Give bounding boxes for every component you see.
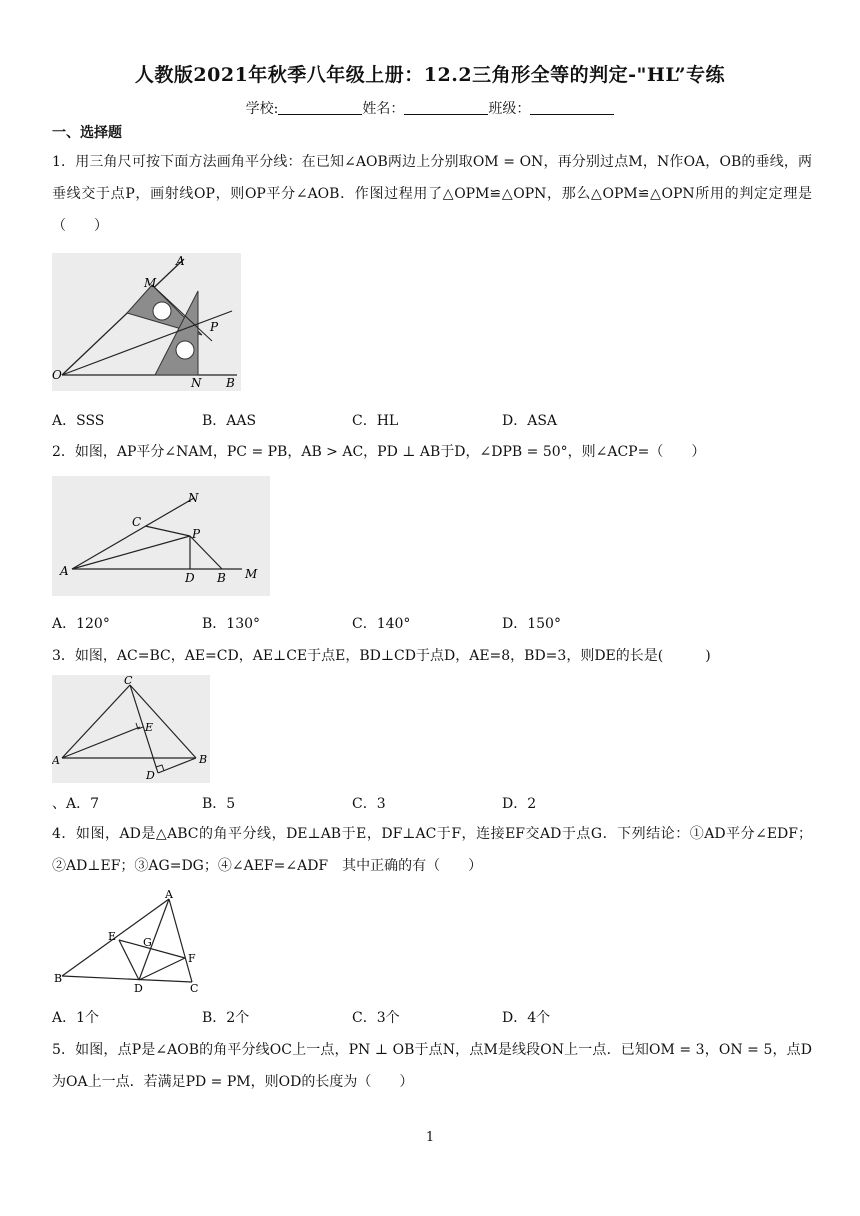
class-blank [530, 100, 614, 115]
q1-option-b: B．AAS [202, 413, 257, 429]
label-a: A [176, 254, 185, 268]
label-b: B [226, 376, 235, 390]
label-d: D [146, 769, 155, 782]
q3-option-a: 、A．7 [52, 796, 100, 812]
q3-option-d: D．2 [502, 796, 537, 812]
name-blank [404, 100, 488, 115]
side-bc [62, 976, 192, 982]
q2-option-c: C．140° [352, 616, 411, 632]
label-b: B [217, 571, 226, 585]
q2-option-b: B．130° [202, 616, 261, 632]
label-n: N [188, 491, 199, 505]
q3-option-c: C．3 [352, 796, 386, 812]
ray-op [62, 311, 232, 375]
label-c: C [132, 515, 142, 529]
question-4-text: 4．如图，AD是△ABC的角平分线，DE⊥AB于E，DF⊥AC于F，连接EF交AD于点G．下列结论：①AD平分∠EDF；②AD⊥EF；③AG=DG；④∠AEF=∠ADF 其中正确的有（ ） [52, 826, 812, 874]
q4-option-b: B．2个 [202, 1010, 250, 1026]
question-5-text: 5．如图，点P是∠AOB的角平分线OC上一点，PN ⊥ OB于点N，点M是线段ON上一点．已知OM = 3，ON = 5，点D为OA上一点．若满足PD = PM，则OD的长度为（ ） [52, 1042, 812, 1090]
side-ca [62, 685, 130, 758]
label-o: O [52, 368, 62, 382]
label-f: F [188, 952, 196, 965]
label-b: B [199, 753, 208, 766]
side-ac [169, 899, 192, 982]
set-square-hole-lower [176, 341, 194, 359]
ray-an [72, 498, 194, 569]
segment-de [119, 940, 139, 980]
label-c: C [124, 675, 133, 687]
label-a: A [165, 888, 173, 901]
question-1-text: 1．用三角尺可按下面方法画角平分线：在已知∠AOB两边上分别取OM = ON，再分别过点M，N作OA，OB的垂线，两垂线交于点P，画射线OP，则OP平分∠AOB．作图过程用了△OPM≌△OPN，那么△OPM≌△OPN所用的判定定理是（ ） [52, 154, 812, 234]
label-n: N [191, 376, 202, 390]
label-c: C [190, 982, 199, 995]
label-m: M [144, 276, 157, 290]
q4-option-d: D．4个 [502, 1010, 551, 1026]
label-g: G [143, 936, 152, 949]
q1-option-c: C．HL [352, 413, 399, 429]
segment-ae [62, 727, 140, 758]
label-p: P [192, 527, 201, 541]
question-1-figure [52, 253, 241, 391]
section-heading: 一、选择题 [52, 125, 122, 141]
page-number: 1 [425, 1130, 435, 1145]
set-square-hole-upper [153, 302, 171, 320]
side-cb [130, 685, 196, 758]
label-p: P [210, 320, 219, 334]
q2-option-a: A．120° [52, 616, 110, 632]
label-d: D [134, 982, 143, 995]
question-2-text: 2．如图，AP平分∠NAM，PC = PB，AB > AC，PD ⊥ AB于D，∠DPB = 50°，则∠ACP=（ ） [52, 444, 706, 460]
page-title: 人教版2021年秋季八年级上册：12.2三角形全等的判定-"HL”专练 [134, 64, 726, 86]
question-2-figure [52, 476, 270, 596]
class-label: 班级： [488, 101, 531, 117]
school-blank [278, 100, 362, 115]
q1-option-d: D．ASA [502, 413, 558, 429]
label-e: E [108, 930, 117, 943]
label-a: A [52, 754, 60, 767]
segment-ef [119, 940, 185, 958]
bisector-ap [72, 536, 190, 569]
label-a: A [60, 564, 69, 578]
student-info-line [0, 98, 860, 118]
label-e: E [145, 721, 154, 734]
label-d: D [185, 571, 195, 585]
q3-option-b: B．5 [202, 796, 236, 812]
school-label: 学校: [245, 101, 279, 117]
label-b: B [54, 972, 63, 985]
q2-option-d: D．150° [502, 616, 561, 632]
question-3-text: 3．如图，AC=BC，AE=CD，AE⊥CE于点E，BD⊥CD于点D，AE=8，BD=3，则DE的长是( ) [52, 648, 711, 664]
q1-option-a: A．SSS [52, 413, 105, 429]
question-3-figure [52, 675, 210, 783]
q4-option-a: A．1个 [52, 1010, 100, 1026]
label-m: M [245, 567, 258, 581]
name-label: 姓名： [362, 101, 405, 117]
segment-cp [145, 526, 190, 536]
question-4-figure [52, 888, 212, 998]
q4-option-c: C．3个 [352, 1010, 400, 1026]
